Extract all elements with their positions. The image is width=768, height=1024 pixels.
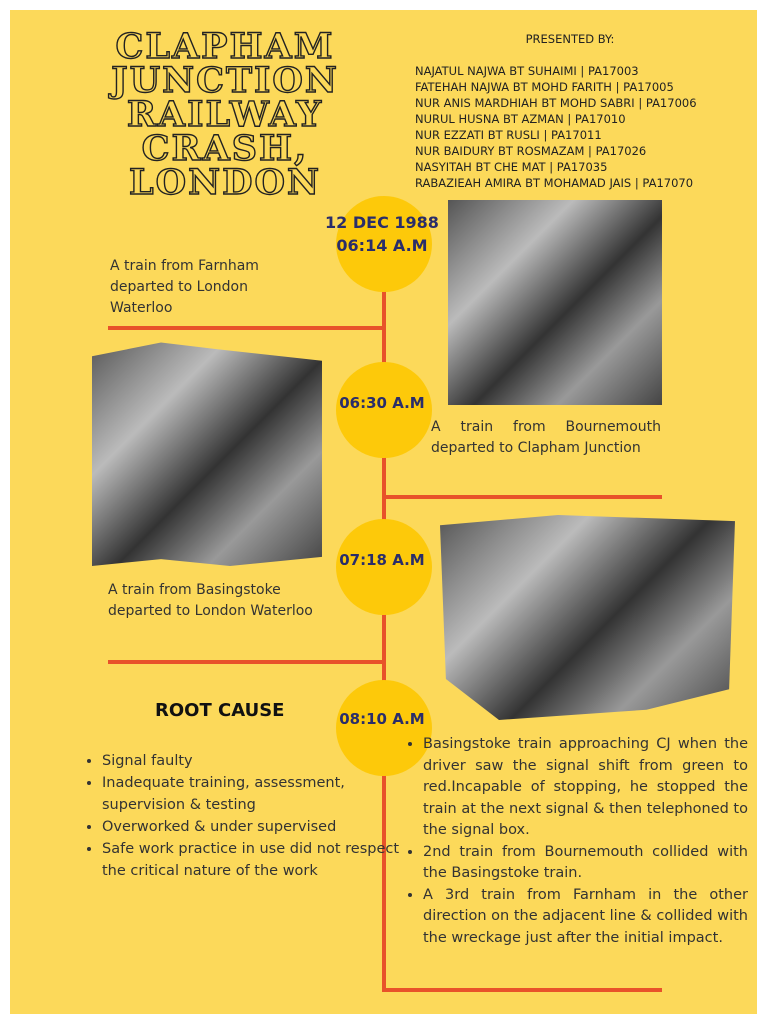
root-cause-list: [82, 750, 402, 882]
member: NUR BAIDURY BT ROSMAZAM | PA17026: [415, 144, 647, 158]
member: NURUL HUSNA BT AZMAN | PA17010: [415, 112, 626, 126]
event-detail: • Basingstoke train approaching CJ when the driver saw the signal shift from green to red.Incapable of stopping, he stopped the train at the next signal & then telephoned to the signal box.: [423, 734, 748, 842]
event-time: 06:14 A.M: [336, 236, 428, 255]
root-cause-item: • Signal faulty: [102, 750, 402, 772]
event-date: 12 DEC 1988: [325, 213, 439, 232]
crash-photo: [448, 200, 662, 405]
poster-title: CLAPHAM JUNCTION RAILWAY CRASH, LONDON: [111, 26, 339, 203]
crash-photo: [92, 338, 322, 566]
member: RABAZIEAH AMIRA BT MOHAMAD JAIS | PA17070: [415, 176, 694, 190]
event-details-list: [403, 734, 748, 949]
member: NUR ANIS MARDHIAH BT MOHD SABRI | PA17006: [415, 96, 697, 110]
root-cause-item: • Inadequate training, assessment, supervision & testing: [102, 772, 402, 816]
event-detail: • 2nd train from Bournemouth collided with the Basingstoke train.: [423, 842, 748, 885]
event-description: A train from Bournemouth departed to Clapham Junction: [431, 419, 661, 456]
event-time: 08:10 A.M: [339, 710, 425, 728]
event-description: A train from Farnham departed to London Waterloo: [110, 258, 259, 316]
root-cause-heading: ROOT CAUSE: [155, 700, 285, 721]
member: FATEHAH NAJWA BT MOHD FARITH | PA17005: [415, 80, 674, 94]
event-description: A train from Basingstoke departed to London Waterloo: [108, 582, 313, 619]
event-time: 07:18 A.M: [339, 551, 425, 569]
presented-by-label: PRESENTED BY:: [525, 32, 615, 46]
event-detail: • A 3rd train from Farnham in the other direction on the adjacent line & collided with the wreckage just after the initial impact.: [423, 885, 748, 950]
root-cause-item: • Safe work practice in use did not respect the critical nature of the work: [102, 838, 402, 882]
event-time: 06:30 A.M: [339, 394, 425, 412]
presenters: [415, 31, 725, 191]
timeline-branch: [382, 495, 662, 499]
timeline-branch: [382, 988, 662, 992]
member: NUR EZZATI BT RUSLI | PA17011: [415, 128, 602, 142]
member: NAJATUL NAJWA BT SUHAIMI | PA17003: [415, 64, 639, 78]
timeline-branch: [108, 660, 386, 664]
timeline-branch: [108, 326, 386, 330]
root-cause-item: • Overworked & under supervised: [102, 816, 402, 838]
member: NASYITAH BT CHE MAT | PA17035: [415, 160, 608, 174]
crash-photo: [440, 515, 735, 720]
